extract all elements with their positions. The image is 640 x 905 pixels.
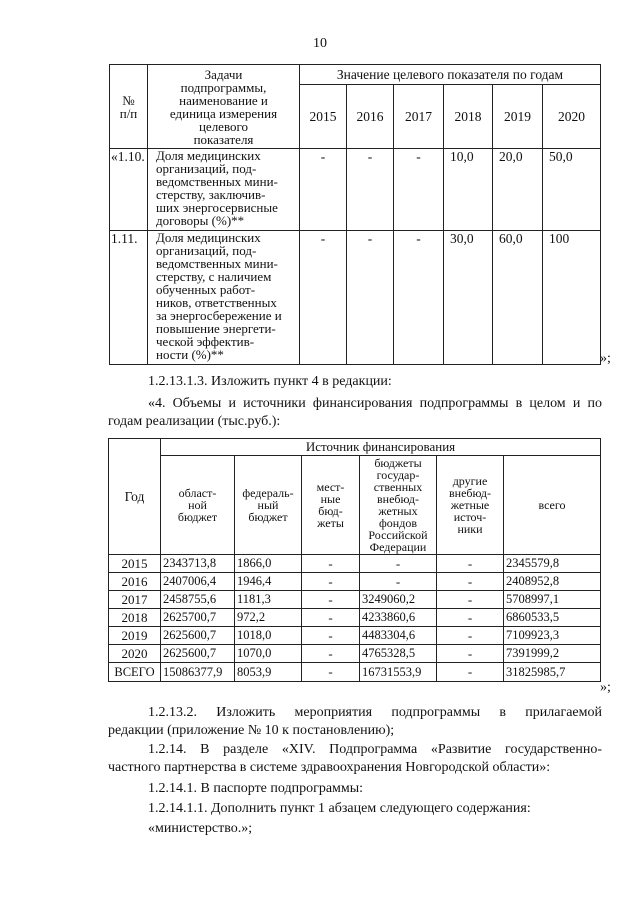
year-cell: 2016 xyxy=(109,573,161,591)
federal-cell: 1866,0 xyxy=(235,555,302,573)
federal-cell: 972,2 xyxy=(235,609,302,627)
total-cell: 6860533,5 xyxy=(504,609,601,627)
paragraph-funding-intro: «4. Объемы и источники финансирования подпрограммы в целом и по xyxy=(148,396,602,411)
year-cell: 2018 xyxy=(109,609,161,627)
year-header: 2015 xyxy=(300,85,347,149)
table-row xyxy=(109,573,601,591)
paragraph-1-2-13-2-cont: редакции (приложение № 10 к постановлению); xyxy=(108,723,395,738)
state-funds-cell: - xyxy=(360,555,437,573)
row-number: «1.10. xyxy=(110,149,148,231)
federal-cell: 1070,0 xyxy=(235,645,302,663)
value-cell: - xyxy=(347,231,394,365)
table2-closing-quote: »; xyxy=(600,680,611,695)
year-cell: ВСЕГО xyxy=(109,663,161,682)
total-cell: 31825985,7 xyxy=(504,663,601,682)
local-cell: - xyxy=(302,555,360,573)
paragraph-1-2-14-cont: частного партнерства в системе здравоохранения Новгородской области»: xyxy=(108,760,551,775)
row-number: 1.11. xyxy=(110,231,148,365)
value-cell: - xyxy=(394,149,444,231)
other-cell: - xyxy=(437,627,504,645)
value-cell: 30,0 xyxy=(444,231,493,365)
value-cell: - xyxy=(394,231,444,365)
regional-cell: 2458755,6 xyxy=(161,591,235,609)
paragraph-1-2-13-1-3: 1.2.13.1.3. Изложить пункт 4 в редакции: xyxy=(148,374,392,389)
other-cell: - xyxy=(437,573,504,591)
other-cell: - xyxy=(437,591,504,609)
table-row xyxy=(110,231,601,365)
value-cell: - xyxy=(300,149,347,231)
local-cell: - xyxy=(302,645,360,663)
year-cell: 2020 xyxy=(109,645,161,663)
sub-header-regional: област- ной бюджет xyxy=(161,456,235,555)
other-cell: - xyxy=(437,663,504,682)
table-row xyxy=(109,645,601,663)
state-funds-cell: 16731553,9 xyxy=(360,663,437,682)
regional-cell: 2625600,7 xyxy=(161,645,235,663)
paragraph-ministry-quote: «министерство.»; xyxy=(148,821,253,836)
state-funds-cell: - xyxy=(360,573,437,591)
sub-header-local: мест- ные бюд- жеты xyxy=(302,456,360,555)
value-cell: 60,0 xyxy=(493,231,543,365)
local-cell: - xyxy=(302,663,360,682)
federal-cell: 1018,0 xyxy=(235,627,302,645)
value-cell: 10,0 xyxy=(444,149,493,231)
value-cell: 50,0 xyxy=(543,149,601,231)
paragraph-1-2-14-1-1: 1.2.14.1.1. Дополнить пункт 1 абзацем следующего содержания: xyxy=(148,801,531,816)
federal-cell: 1181,3 xyxy=(235,591,302,609)
total-cell: 2345579,8 xyxy=(504,555,601,573)
table-row xyxy=(109,555,601,573)
local-cell: - xyxy=(302,609,360,627)
year-cell: 2019 xyxy=(109,627,161,645)
state-funds-cell: 4765328,5 xyxy=(360,645,437,663)
table-row xyxy=(109,591,601,609)
total-cell: 5708997,1 xyxy=(504,591,601,609)
year-header: 2018 xyxy=(444,85,493,149)
table-row xyxy=(110,149,601,231)
sub-header-state-funds: бюджеты государ- ственных внебюд- жетных фондов Российской Федерации xyxy=(360,456,437,555)
local-cell: - xyxy=(302,573,360,591)
funding-sources-table xyxy=(108,438,601,682)
other-cell: - xyxy=(437,645,504,663)
total-cell: 2408952,8 xyxy=(504,573,601,591)
sub-header-total: всего xyxy=(504,456,601,555)
year-header: 2020 xyxy=(543,85,601,149)
regional-cell: 2625700,7 xyxy=(161,609,235,627)
target-indicators-table xyxy=(109,64,601,365)
value-cell: - xyxy=(300,231,347,365)
table-row xyxy=(109,627,601,645)
value-cell: 100 xyxy=(543,231,601,365)
paragraph-1-2-14-1: 1.2.14.1. В паспорте подпрограммы: xyxy=(148,781,364,796)
state-funds-cell: 4233860,6 xyxy=(360,609,437,627)
year-header: 2017 xyxy=(394,85,444,149)
task-name: Доля медицинских организаций, под- ведомственных мини- стерству, с наличием обученных работ- ников, ответственных за энергосбережение и повышение энергети- ческой эффектив- ности (%)** xyxy=(148,231,300,365)
col-header-number: № п/п xyxy=(110,65,148,149)
task-name: Доля медицинских организаций, под- ведомственных мини- стерству, заключив- ших энергосервисные договоры (%)** xyxy=(148,149,300,231)
local-cell: - xyxy=(302,591,360,609)
total-cell: 7109923,3 xyxy=(504,627,601,645)
year-header: 2019 xyxy=(493,85,543,149)
regional-cell: 2343713,8 xyxy=(161,555,235,573)
state-funds-cell: 3249060,2 xyxy=(360,591,437,609)
federal-cell: 8053,9 xyxy=(235,663,302,682)
page-number: 10 xyxy=(313,36,327,51)
value-cell: - xyxy=(347,149,394,231)
other-cell: - xyxy=(437,609,504,627)
year-cell: 2015 xyxy=(109,555,161,573)
year-cell: 2017 xyxy=(109,591,161,609)
sub-header-federal: федераль- ный бюджет xyxy=(235,456,302,555)
col-header-year: Год xyxy=(109,439,161,555)
col-header-task: Задачи подпрограммы, наименование и единица измерения целевого показателя xyxy=(148,65,300,149)
regional-cell: 2407006,4 xyxy=(161,573,235,591)
sub-header-other: другие внебюд- жетные источ- ники xyxy=(437,456,504,555)
paragraph-1-2-14: 1.2.14. В разделе «XIV. Подпрограмма «Развитие государственно- xyxy=(148,742,602,757)
state-funds-cell: 4483304,6 xyxy=(360,627,437,645)
year-header: 2016 xyxy=(347,85,394,149)
other-cell: - xyxy=(437,555,504,573)
table-row xyxy=(109,609,601,627)
regional-cell: 2625600,7 xyxy=(161,627,235,645)
paragraph-funding-intro-cont: годам реализации (тыс.руб.): xyxy=(108,414,281,429)
regional-cell: 15086377,9 xyxy=(161,663,235,682)
paragraph-1-2-13-2: 1.2.13.2. Изложить мероприятия подпрограммы в прилагаемой xyxy=(148,705,602,720)
value-cell: 20,0 xyxy=(493,149,543,231)
col-header-source: Источник финансирования xyxy=(161,439,601,456)
federal-cell: 1946,4 xyxy=(235,573,302,591)
table-row-total xyxy=(109,663,601,682)
table1-closing-quote: »; xyxy=(600,351,611,366)
col-header-values: Значение целевого показателя по годам xyxy=(300,65,601,85)
local-cell: - xyxy=(302,627,360,645)
total-cell: 7391999,2 xyxy=(504,645,601,663)
